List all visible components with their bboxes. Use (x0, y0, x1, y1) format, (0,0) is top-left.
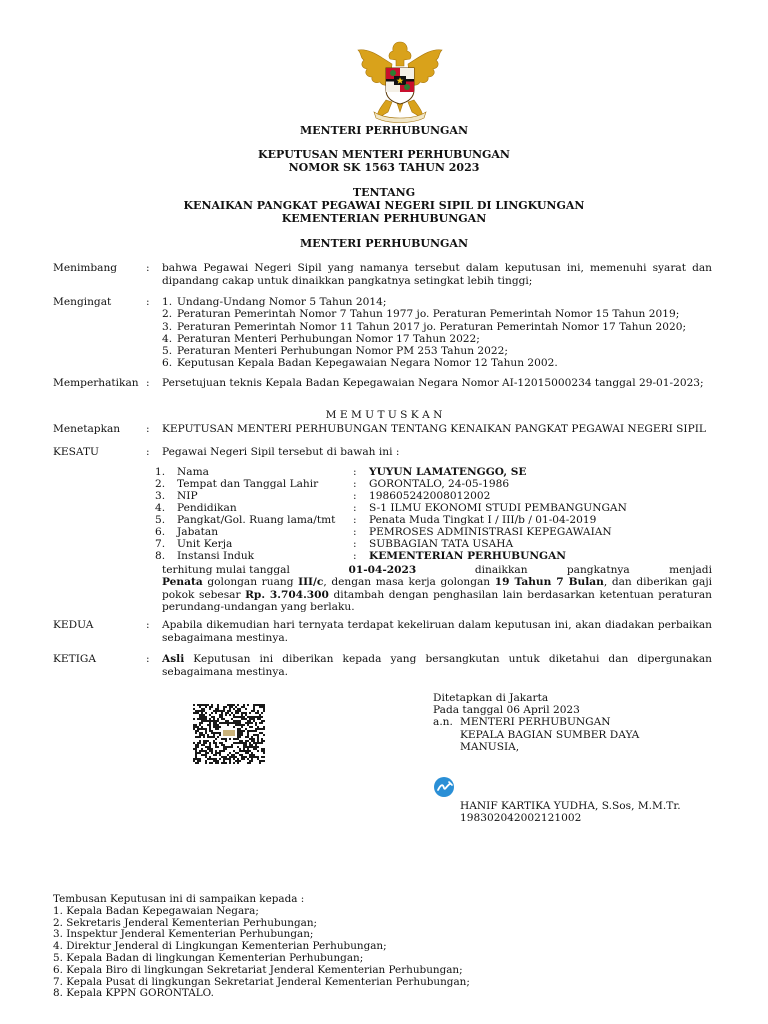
minister-heading-2: MENTERI PERHUBUNGAN (299, 237, 468, 250)
minister-heading: MENTERI PERHUBUNGAN (299, 124, 468, 137)
promotion-first-line: terhitung mulai tanggal 01-04-2023 dinaikkan pangkatnya menjadi (162, 564, 712, 576)
signatory-nip: 198302042002121002 (460, 812, 582, 825)
qr-code-icon (193, 704, 265, 764)
colon: : (146, 619, 150, 631)
kedua-text: Apabila dikemudian hari ternyata terdapat kekeliruan dalam keputusan ini, akan diadakan perbaikan sebagaimana mestinya. (162, 619, 712, 644)
menimbang-text: bahwa Pegawai Negeri Sipil yang namanya tersebut dalam keputusan ini, memenuhi syarat dan dipandang cakap untuk dinaikkan pangkatnya setingkat lebih tinggi; (162, 262, 712, 287)
list-item: 6. Keputusan Kepala Badan Kepegawaian Negara Nomor 12 Tahun 2002. (162, 357, 558, 370)
subject-line-2: KEMENTERIAN PERHUBUNGAN (281, 212, 487, 225)
tembusan-section (53, 894, 470, 1000)
tembusan-title: Tembusan Keputusan ini di sampaikan kepada : (53, 893, 305, 905)
list-item: 6. Kepala Biro di lingkungan Sekretariat Jenderal Kementerian Perhubungan; (53, 963, 463, 976)
colon: : (146, 423, 150, 435)
mengingat-label: Mengingat (53, 296, 112, 308)
menetapkan-text: KEPUTUSAN MENTERI PERHUBUNGAN TENTANG KENAIKAN PANGKAT PEGAWAI NEGERI SIPIL (162, 423, 706, 435)
list-item: 2. Sekretaris Jenderal Kementerian Perhubungan; (53, 916, 318, 929)
list-item: 4. Direktur Jenderal di Lingkungan Kementerian Perhubungan; (53, 940, 387, 953)
ketiga-text: Asli Keputusan ini diberikan kepada yang bersangkutan untuk diketahui dan dipergunakan sebagaimana mestinya. (162, 653, 712, 678)
memperhatikan-label: Memperhatikan (53, 377, 139, 389)
list-item: 2. Peraturan Pemerintah Nomor 7 Tahun 1977 jo. Peraturan Pemerintah Nomor 15 Tahun 2019; (162, 308, 680, 321)
ketiga-label: KETIGA (53, 653, 97, 665)
memperhatikan-text: Persetujuan teknis Kepala Badan Kepegawaian Negara Nomor AI-12015000234 tanggal 29-01-2023; (162, 377, 704, 389)
list-item: 5. Peraturan Menteri Perhubungan Nomor PM 253 Tahun 2022; (162, 345, 508, 358)
menetapkan-label: Menetapkan (53, 423, 121, 435)
decree-number: NOMOR SK 1563 TAHUN 2023 (288, 161, 480, 174)
list-item: 1. Kepala Badan Kepegawaian Negara; (53, 904, 259, 917)
signatory-position-2: MANUSIA, (460, 740, 520, 753)
promotion-rest: Penata golongan ruang III/c, dengan masa kerja golongan 19 Tahun 7 Bulan, dan diberikan gaji pokok sebesar Rp. 3.704.300 ditambah dengan penghasilan lain berdasarkan ketentuan peraturan perundang-undangan yang berlaku. (162, 576, 712, 614)
list-item: 4. Peraturan Menteri Perhubungan Nomor 17 Tahun 2022; (162, 332, 480, 345)
kesatu-intro: Pegawai Negeri Sipil tersebut di bawah ini : (162, 446, 400, 458)
garuda-pancasila-emblem (352, 38, 448, 124)
electronic-signature-icon (433, 776, 457, 798)
colon: : (146, 296, 150, 308)
about-heading: TENTANG (352, 186, 416, 199)
memutuskan-heading: M E M U T U S K A N (325, 409, 443, 421)
menimbang-label: Menimbang (53, 262, 118, 274)
promotion-paragraph (162, 564, 712, 614)
subject-line-1: KENAIKAN PANGKAT PEGAWAI NEGERI SIPIL DI LINGKUNGAN (183, 199, 585, 212)
on-behalf-title: MENTERI PERHUBUNGAN (460, 716, 611, 729)
colon: : (146, 377, 150, 389)
on-behalf-line (433, 716, 639, 728)
qr-code (193, 704, 265, 764)
mengingat-list (162, 296, 686, 370)
kedua-label: KEDUA (53, 619, 94, 631)
list-item: 5. Kepala Badan di lingkungan Kementerian Perhubungan; (53, 951, 364, 964)
colon: : (146, 446, 150, 458)
signature-date: Pada tanggal 06 April 2023 (433, 704, 580, 717)
colon: : (146, 262, 150, 274)
signatory-name: HANIF KARTIKA YUDHA, S.Sos, M.M.Tr. (460, 800, 681, 812)
decree-title: KEPUTUSAN MENTERI PERHUBUNGAN (258, 148, 510, 161)
list-item: 7. Kepala Pusat di lingkungan Sekretariat Jenderal Kementerian Perhubungan; (53, 975, 470, 988)
signature-place: Ditetapkan di Jakarta (433, 692, 549, 704)
colon: : (146, 653, 150, 665)
list-item: 3. Peraturan Pemerintah Nomor 11 Tahun 2017 jo. Peraturan Pemerintah Nomor 17 Tahun 2020; (162, 320, 687, 333)
list-item: 8. Kepala KPPN GORONTALO. (53, 987, 214, 1000)
list-item: 1. Undang-Undang Nomor 5 Tahun 2014; (162, 296, 387, 308)
list-item: 3. Inspektur Jenderal Kementerian Perhubungan; (53, 928, 314, 941)
signatory-position-1: KEPALA BAGIAN SUMBER DAYA (460, 728, 640, 741)
signatory (460, 800, 681, 824)
signature-block (433, 692, 639, 753)
on-behalf-prefix: a.n. (433, 716, 453, 729)
kesatu-label: KESATU (53, 446, 99, 458)
